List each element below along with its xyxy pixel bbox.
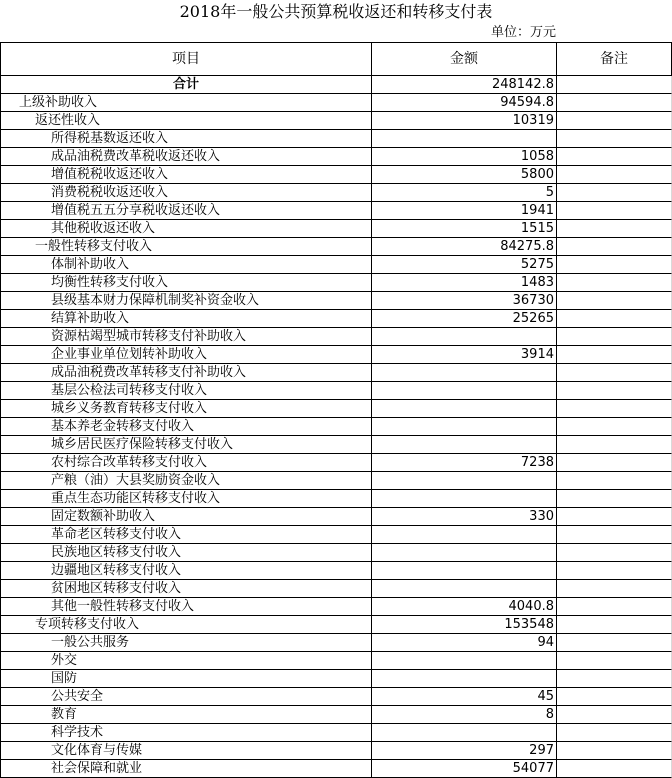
row-note [557, 202, 672, 220]
table-row [0, 274, 672, 292]
row-note [557, 562, 672, 580]
row-note [557, 310, 672, 328]
unit-label: 单位：万元 [490, 25, 556, 40]
table-row [0, 436, 672, 454]
row-amount: 3914 [372, 346, 557, 364]
row-amount: 1483 [372, 274, 557, 292]
row-note [557, 166, 672, 184]
row-note [557, 652, 672, 670]
row-amount: 1941 [372, 202, 557, 220]
row-note [557, 580, 672, 598]
row-amount [372, 544, 557, 562]
row-note [557, 346, 672, 364]
row-amount [372, 364, 557, 382]
table-row [0, 706, 672, 724]
row-item-label: 增值税五五分享税收返还收入 [0, 202, 372, 220]
row-amount [372, 526, 557, 544]
table-row [0, 130, 672, 148]
row-amount: 153548 [372, 616, 557, 634]
row-note [557, 184, 672, 202]
table-row [0, 94, 672, 112]
row-note [557, 76, 672, 94]
table-row [0, 526, 672, 544]
row-amount: 45 [372, 688, 557, 706]
row-item-label: 革命老区转移支付收入 [0, 526, 372, 544]
row-amount: 94594.8 [372, 94, 557, 112]
row-amount [372, 490, 557, 508]
table-row [0, 346, 672, 364]
row-note [557, 256, 672, 274]
row-note [557, 418, 672, 436]
row-note [557, 454, 672, 472]
table-row [0, 310, 672, 328]
row-note [557, 130, 672, 148]
row-note [557, 148, 672, 166]
table-row [0, 490, 672, 508]
row-note [557, 472, 672, 490]
table-row [0, 256, 672, 274]
row-amount: 330 [372, 508, 557, 526]
row-note [557, 634, 672, 652]
row-item-label: 固定数额补助收入 [0, 508, 372, 526]
row-item-label: 农村综合改革转移支付收入 [0, 454, 372, 472]
row-note [557, 220, 672, 238]
row-item-label: 增值税税收返还收入 [0, 166, 372, 184]
row-note [557, 328, 672, 346]
row-note [557, 436, 672, 454]
row-note [557, 364, 672, 382]
row-amount: 84275.8 [372, 238, 557, 256]
table-row [0, 724, 672, 742]
row-note [557, 760, 672, 778]
row-item-label: 科学技术 [0, 724, 372, 742]
header-amount: 金额 [372, 43, 557, 76]
table-row [0, 562, 672, 580]
budget-table [0, 42, 672, 778]
row-amount: 25265 [372, 310, 557, 328]
row-note [557, 292, 672, 310]
table-row [0, 364, 672, 382]
row-amount: 1515 [372, 220, 557, 238]
total-row [0, 76, 672, 94]
row-amount: 54077 [372, 760, 557, 778]
row-amount: 297 [372, 742, 557, 760]
row-amount: 36730 [372, 292, 557, 310]
row-item-label: 县级基本财力保障机制奖补资金收入 [0, 292, 372, 310]
row-item-label: 国防 [0, 670, 372, 688]
table-row [0, 742, 672, 760]
row-amount [372, 724, 557, 742]
row-item-label: 一般性转移支付收入 [0, 238, 372, 256]
row-note [557, 706, 672, 724]
row-item-label: 贫困地区转移支付收入 [0, 580, 372, 598]
table-row [0, 454, 672, 472]
table-row [0, 382, 672, 400]
table-row [0, 328, 672, 346]
row-item-label: 消费税税收返还收入 [0, 184, 372, 202]
row-amount [372, 580, 557, 598]
row-amount: 5 [372, 184, 557, 202]
row-note [557, 274, 672, 292]
row-item-label: 成品油税费改革税收返还收入 [0, 148, 372, 166]
row-item-label: 资源枯竭型城市转移支付补助收入 [0, 328, 372, 346]
row-amount: 5800 [372, 166, 557, 184]
row-item-label: 民族地区转移支付收入 [0, 544, 372, 562]
row-item-label: 返还性收入 [0, 112, 372, 130]
table-row [0, 112, 672, 130]
row-item-label: 文化体育与传媒 [0, 742, 372, 760]
header-note: 备注 [557, 43, 672, 76]
row-note [557, 616, 672, 634]
row-amount: 7238 [372, 454, 557, 472]
row-item-label: 均衡性转移支付收入 [0, 274, 372, 292]
row-amount: 1058 [372, 148, 557, 166]
row-note [557, 94, 672, 112]
row-note [557, 544, 672, 562]
row-item-label: 其他税收返还收入 [0, 220, 372, 238]
row-note [557, 742, 672, 760]
table-row [0, 544, 672, 562]
row-amount [372, 382, 557, 400]
row-amount: 8 [372, 706, 557, 724]
table-row [0, 670, 672, 688]
row-item-label: 产粮（油）大县奖励资金收入 [0, 472, 372, 490]
row-note [557, 508, 672, 526]
row-item-label: 结算补助收入 [0, 310, 372, 328]
table-row [0, 184, 672, 202]
table-row [0, 652, 672, 670]
table-row [0, 472, 672, 490]
row-item-label: 成品油税费改革转移支付补助收入 [0, 364, 372, 382]
table-row [0, 508, 672, 526]
row-note [557, 112, 672, 130]
table-row [0, 148, 672, 166]
row-note [557, 400, 672, 418]
row-note [557, 238, 672, 256]
row-item-label: 社会保障和就业 [0, 760, 372, 778]
row-item-label: 上级补助收入 [0, 94, 372, 112]
row-amount: 5275 [372, 256, 557, 274]
table-row [0, 202, 672, 220]
table-header-row [0, 43, 672, 76]
row-item-label: 企业事业单位划转补助收入 [0, 346, 372, 364]
row-note [557, 526, 672, 544]
row-amount: 4040.8 [372, 598, 557, 616]
row-item-label: 基层公检法司转移支付收入 [0, 382, 372, 400]
row-item-label: 一般公共服务 [0, 634, 372, 652]
row-note [557, 670, 672, 688]
row-amount [372, 652, 557, 670]
row-item-label: 基本养老金转移支付收入 [0, 418, 372, 436]
row-item-label: 合计 [0, 76, 372, 94]
table-row [0, 220, 672, 238]
row-amount [372, 328, 557, 346]
table-title: 2018年一般公共预算税收返还和转移支付表 [179, 2, 493, 21]
row-item-label: 公共安全 [0, 688, 372, 706]
table-row [0, 634, 672, 652]
table-row [0, 598, 672, 616]
table-row [0, 580, 672, 598]
table-body [0, 76, 672, 778]
row-note [557, 382, 672, 400]
header-item: 项目 [0, 43, 372, 76]
row-item-label: 边疆地区转移支付收入 [0, 562, 372, 580]
row-amount [372, 436, 557, 454]
row-item-label: 城乡义务教育转移支付收入 [0, 400, 372, 418]
row-amount [372, 562, 557, 580]
row-item-label: 城乡居民医疗保险转移支付收入 [0, 436, 372, 454]
table-row [0, 166, 672, 184]
row-note [557, 598, 672, 616]
table-row [0, 688, 672, 706]
row-item-label: 教育 [0, 706, 372, 724]
row-note [557, 490, 672, 508]
row-amount [372, 670, 557, 688]
row-amount: 248142.8 [372, 76, 557, 94]
table-row [0, 238, 672, 256]
row-item-label: 外交 [0, 652, 372, 670]
row-amount [372, 130, 557, 148]
row-amount [372, 472, 557, 490]
row-amount [372, 418, 557, 436]
row-item-label: 其他一般性转移支付收入 [0, 598, 372, 616]
row-note [557, 724, 672, 742]
table-row [0, 760, 672, 778]
table-row [0, 616, 672, 634]
table-row [0, 418, 672, 436]
row-amount: 10319 [372, 112, 557, 130]
table-row [0, 292, 672, 310]
table-row [0, 400, 672, 418]
row-item-label: 重点生态功能区转移支付收入 [0, 490, 372, 508]
row-note [557, 688, 672, 706]
row-amount [372, 400, 557, 418]
row-item-label: 所得税基数返还收入 [0, 130, 372, 148]
row-item-label: 专项转移支付收入 [0, 616, 372, 634]
row-item-label: 体制补助收入 [0, 256, 372, 274]
row-amount: 94 [372, 634, 557, 652]
